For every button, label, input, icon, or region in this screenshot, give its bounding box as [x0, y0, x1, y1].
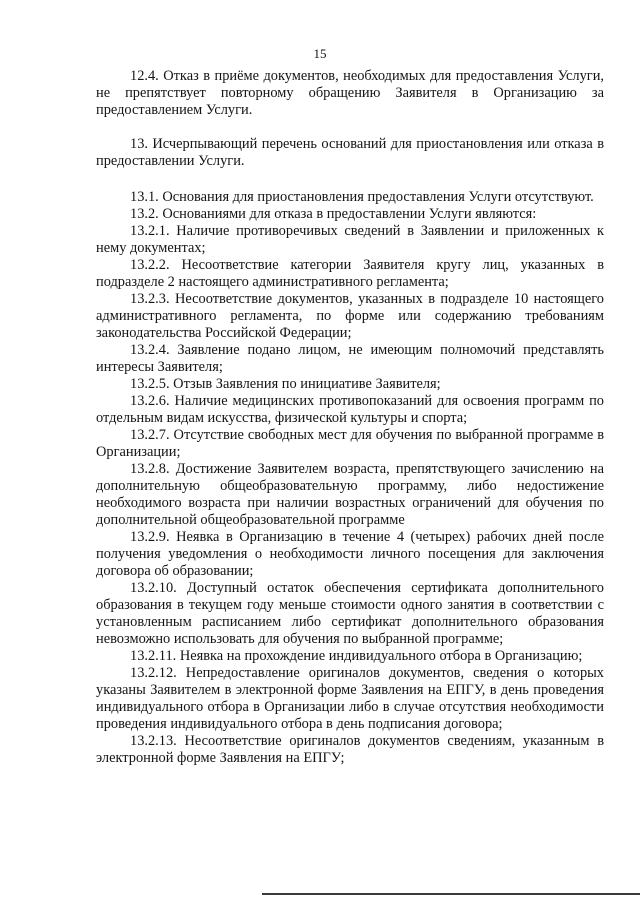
- page-number: 15: [313, 46, 327, 61]
- paragraph-12-4: 12.4. Отказ в приёме документов, необходимых для предоставления Услуги, не препятствует повторному обращению Заявителя в Организацию за предоставлением Услуги.: [96, 68, 604, 118]
- paragraph-13-2-6: 13.2.6. Наличие медицинских противопоказаний для освоения программ по отдельным видам искусства, физической культуры и спорта;: [96, 393, 604, 426]
- paragraph-13-2-4: 13.2.4. Заявление подано лицом, не имеющим полномочий представлять интересы Заявителя;: [96, 342, 604, 375]
- document-body: [96, 68, 604, 767]
- page-edge-line: [262, 893, 640, 895]
- section-13-heading: 13. Исчерпывающий перечень оснований для приостановления или отказа в предоставлении Услуги.: [96, 136, 604, 169]
- paragraph-13-2-13: 13.2.13. Несоответствие оригиналов документов сведениям, указанным в электронной форме Заявления на ЕПГУ;: [96, 733, 604, 766]
- paragraph-13-2-10: 13.2.10. Доступный остаток обеспечения сертификата дополнительного образования в текущем году меньше стоимости одного занятия в соответствии с установленным расписанием либо сертификат дополнительного образования невозможно использовать для обучения по выбранной программе;: [96, 580, 604, 647]
- paragraph-13-2-7: 13.2.7. Отсутствие свободных мест для обучения по выбранной программе в Организации;: [96, 427, 604, 460]
- paragraph-13-2-2: 13.2.2. Несоответствие категории Заявителя кругу лиц, указанных в подразделе 2 настоящего административного регламента;: [96, 257, 604, 290]
- paragraph-13-1: 13.1. Основания для приостановления предоставления Услуги отсутствуют.: [130, 189, 594, 205]
- paragraph-13-2-8: 13.2.8. Достижение Заявителем возраста, препятствующего зачислению на дополнительную общеобразовательную программу, либо недостижение необходимого возраста при наличии возрастных ограничений для обучения по дополнительной общеобразовательной программе: [96, 461, 604, 528]
- paragraph-13-2: 13.2. Основаниями для отказа в предоставлении Услуги являются:: [130, 206, 537, 222]
- paragraph-13-2-12: 13.2.12. Непредоставление оригиналов документов, сведения о которых указаны Заявителем в электронной форме Заявления на ЕПГУ, в день проведения индивидуального отбора в Организации либо в случае отсутствия необходимости проведения индивидуального отбора в день подписания договора;: [96, 665, 604, 732]
- paragraph-13-2-9: 13.2.9. Неявка в Организацию в течение 4 (четырех) рабочих дней после получения уведомления о необходимости личного посещения для заключения договора об образовании;: [96, 529, 604, 579]
- paragraph-13-2-11: 13.2.11. Неявка на прохождение индивидуального отбора в Организацию;: [130, 648, 583, 664]
- paragraph-13-2-1: 13.2.1. Наличие противоречивых сведений в Заявлении и приложенных к нему документах;: [96, 223, 604, 256]
- paragraph-13-2-5: 13.2.5. Отзыв Заявления по инициативе Заявителя;: [130, 376, 441, 392]
- paragraph-13-2-3: 13.2.3. Несоответствие документов, указанных в подразделе 10 настоящего административного регламента, по форме или содержанию требованиям законодательства Российской Федерации;: [96, 291, 604, 341]
